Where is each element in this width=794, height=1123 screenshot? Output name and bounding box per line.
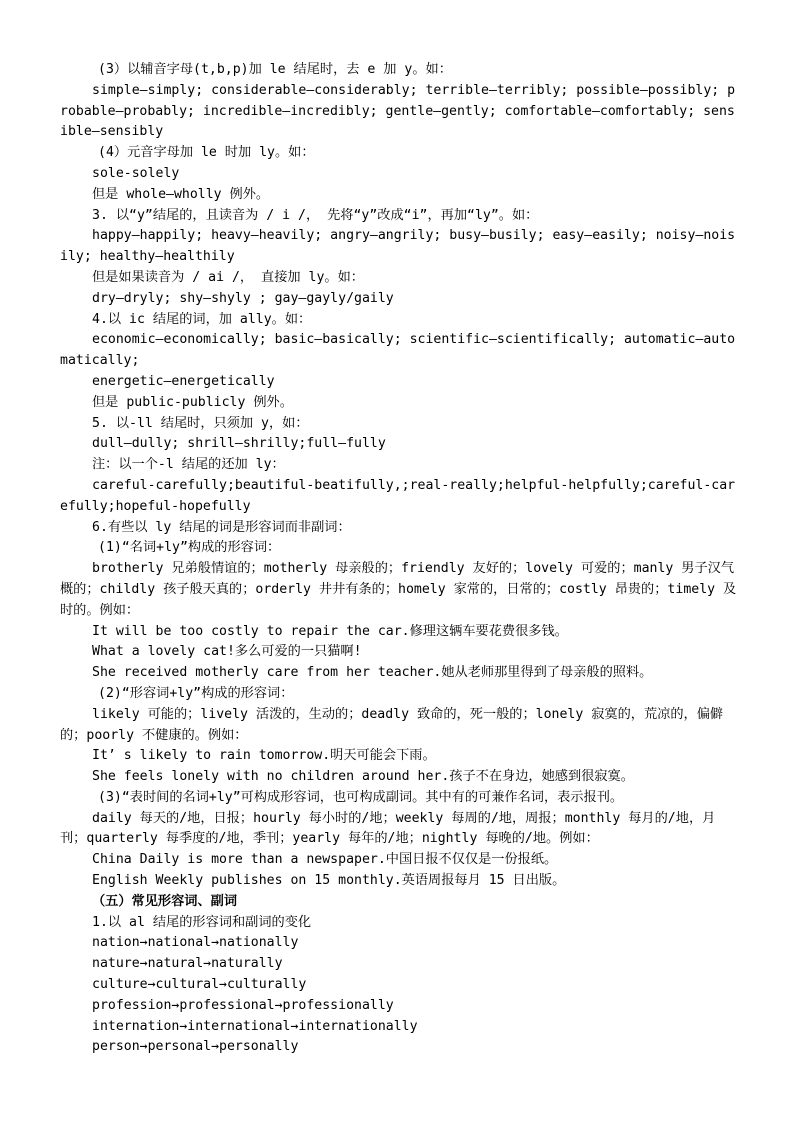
section-heading: 1.以 al 结尾的形容词和副词的变化 <box>92 914 312 930</box>
word-derivation: nation→national→nationally <box>92 935 299 951</box>
text-line: dry—dryly; shy—shyly ; gay—gayly/gaily <box>92 290 394 306</box>
example-sentence: She feels lonely with no children around her.孩子不在身边，她感到很寂寞。 <box>92 769 634 785</box>
word-derivation: profession→professional→professionally <box>92 997 394 1013</box>
chapter-heading: （五）常见形容词、副词 <box>92 893 238 909</box>
word-derivation: culture→cultural→culturally <box>92 977 307 993</box>
example-sentence: It will be too costly to repair the car.修理这辆车要花费很多钱。 <box>92 623 568 639</box>
text-line: (4）元音字母加 le 时加 ly。如： <box>98 145 315 161</box>
subsection-heading: (2)“形容词+ly”构成的形容词： <box>98 685 294 701</box>
text-line: energetic—energetically <box>92 373 275 389</box>
text-paragraph: simple—simply; considerable—considerably; terrible—terribly; possible—possibly; probable—probably; incredible—incredibly; gentle—gently; comfortable—comfortably; sensible—sensibly <box>60 82 736 140</box>
text-line: 但是如果读音为 / ai /， 直接加 ly。如： <box>92 269 364 285</box>
section-heading: 5. 以-ll 结尾时，只须加 y，如： <box>92 415 309 431</box>
text-paragraph: careful-carefully;beautiful-beatifully,;real-really;helpful-helpfully;careful-carefully;hopeful-hopefully <box>60 477 736 514</box>
text-line: 但是 public-publicly 例外。 <box>92 394 293 410</box>
text-line: dull—dully; shrill—shrilly;full—fully <box>92 436 386 452</box>
example-sentence: It’ s likely to rain tomorrow.明天可能会下雨。 <box>92 748 436 764</box>
text-line: sole-solely <box>92 165 180 181</box>
text-paragraph: brotherly 兄弟般情谊的；motherly 母亲般的；friendly 友好的；lovely 可爱的；manly 男子汉气概的；childly 孩子般天真的；orderly 井井有条的；homely 家常的，日常的；costly 昂贵的；timely 及时的。例如： <box>60 561 737 618</box>
subsection-heading: (3)“表时间的名词+ly”可构成形容词，也可构成副词。其中有的可兼作名词，表示报刊。 <box>98 789 624 805</box>
text-paragraph: economic—economically; basic—basically; scientific—scientifically; automatic—automatically; <box>60 332 736 369</box>
word-derivation: person→personal→personally <box>92 1039 299 1055</box>
example-sentence: What a lovely cat!多么可爱的一只猫啊! <box>92 644 362 660</box>
subsection-heading: (1)“名词+ly”构成的形容词： <box>98 540 281 556</box>
text-line: 注：以一个-l 结尾的还加 ly： <box>92 457 285 473</box>
text-line: (3）以辅音字母(t,b,p)加 le 结尾时，去 e 加 y。如： <box>98 62 452 77</box>
example-sentence: She received motherly care from her teacher.她从老师那里得到了母亲般的照料。 <box>92 665 653 681</box>
text-paragraph: likely 可能的；lively 活泼的，生动的；deadly 致命的，死一般的；lonely 寂寞的，荒凉的，偏僻的；poorly 不健康的。例如： <box>60 706 724 743</box>
text-paragraph: happy—happily; heavy—heavily; angry—angrily; busy—busily; easy—easily; noisy—noisily; healthy—healthily <box>60 228 736 265</box>
document-page <box>60 60 740 1058</box>
example-sentence: China Daily is more than a newspaper.中国日报不仅仅是一份报纸。 <box>92 852 558 868</box>
text-paragraph: daily 每天的/地，日报；hourly 每小时的/地；weekly 每周的/地，周报；monthly 每月的/地，月刊；quarterly 每季度的/地，季刊；yearly 每年的/地；nightly 每晚的/地。例如： <box>60 810 716 847</box>
word-derivation: nature→natural→naturally <box>92 956 283 972</box>
section-heading: 4.以 ic 结尾的词，加 ally。如： <box>92 311 312 327</box>
word-derivation: internation→international→internationally <box>92 1018 418 1034</box>
section-heading: 6.有些以 ly 结尾的词是形容词而非副词： <box>92 519 351 535</box>
example-sentence: English Weekly publishes on 15 monthly.英语周报每月 15 日出版。 <box>92 873 566 889</box>
section-heading: 3. 以“y”结尾的，且读音为 / i /， 先将“y”改成“i”，再加“ly”。如： <box>92 207 539 223</box>
text-line: 但是 whole—wholly 例外。 <box>92 186 270 202</box>
